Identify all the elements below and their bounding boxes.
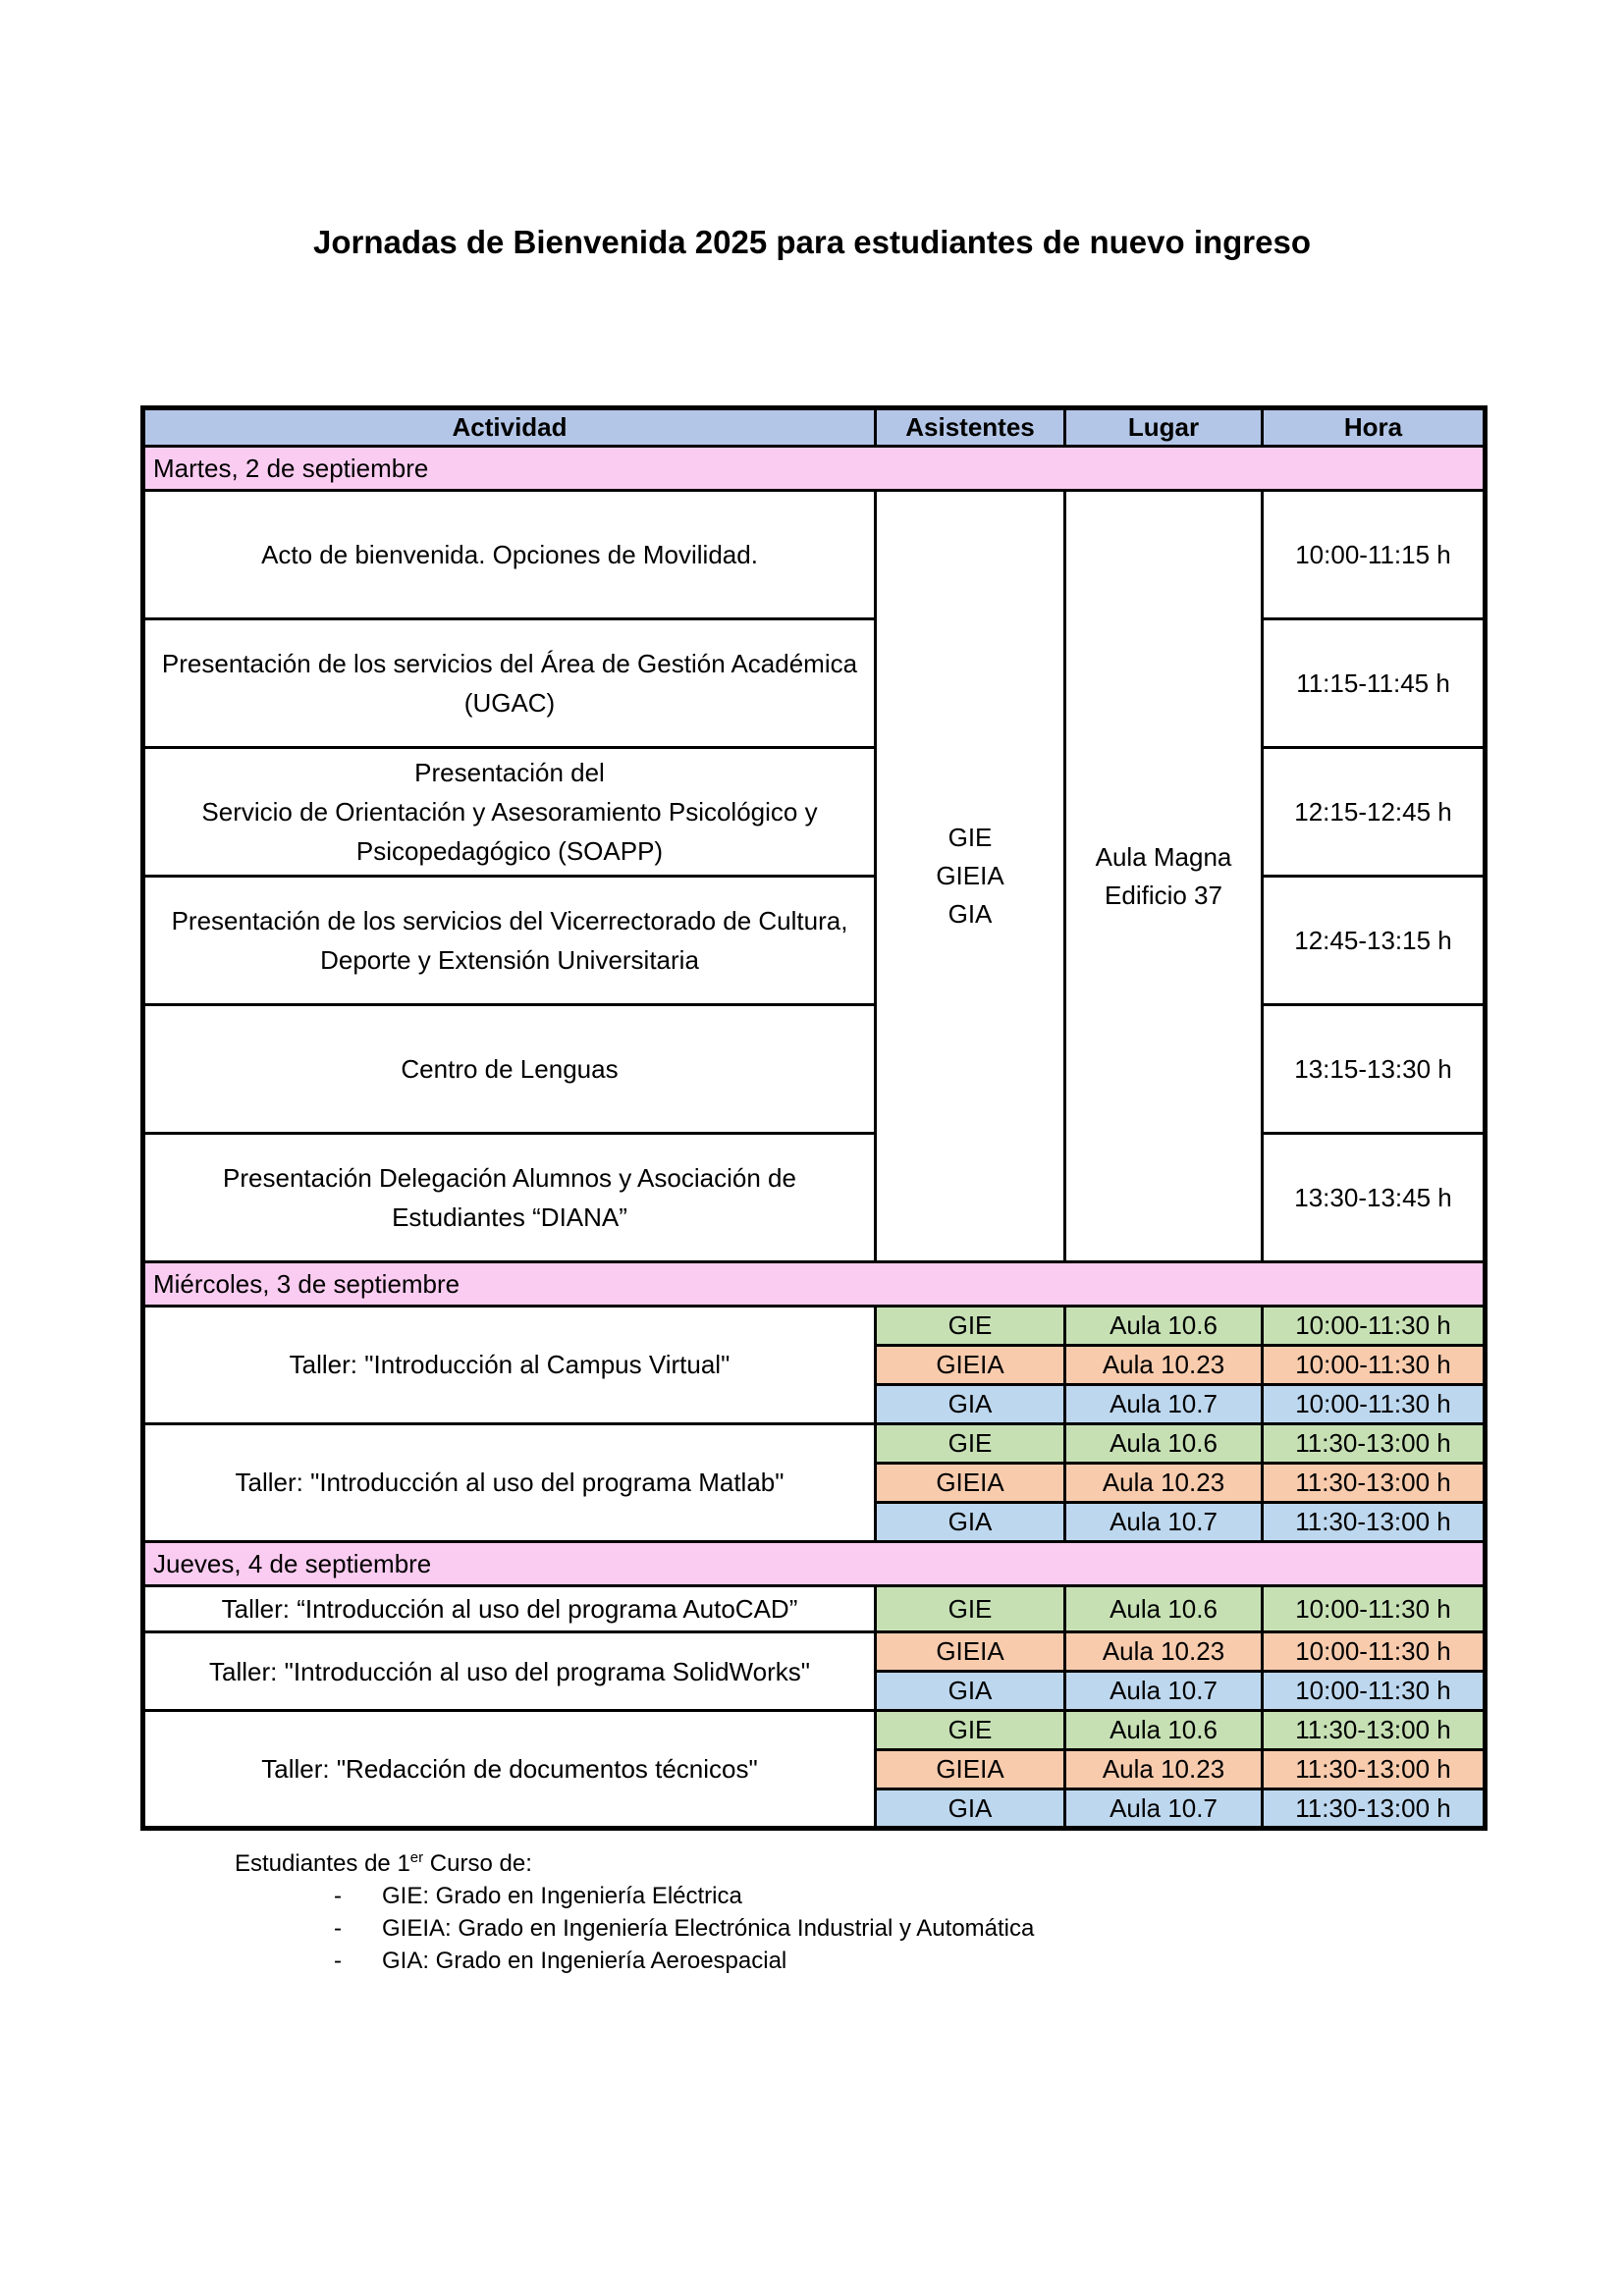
room-cell: Aula 10.7 bbox=[1065, 1789, 1263, 1829]
list-item bbox=[235, 1945, 1034, 1977]
col-header-activity: Actividad bbox=[143, 408, 876, 447]
attendees-line: GIE bbox=[947, 823, 993, 852]
activity-line: Presentación del bbox=[414, 757, 605, 787]
activity-cell: Presentación de los servicios del Área de Gestión Académica (UGAC) bbox=[143, 619, 876, 748]
time-cell: 12:15-12:45 h bbox=[1263, 748, 1486, 877]
time-cell: 10:00-11:30 h bbox=[1263, 1632, 1486, 1672]
group-cell: GIA bbox=[876, 1672, 1065, 1711]
list-item-dash: - bbox=[334, 1883, 342, 1909]
time-cell: 10:00-11:30 h bbox=[1263, 1586, 1486, 1632]
activity-cell: Taller: "Redacción de documentos técnicos" bbox=[143, 1711, 876, 1829]
time-cell: 13:15-13:30 h bbox=[1263, 1005, 1486, 1134]
activity-cell: Presentación de los servicios del Vicerrectorado de Cultura, Deporte y Extensión Universitaria bbox=[143, 877, 876, 1005]
time-cell: 11:30-13:00 h bbox=[1263, 1711, 1486, 1750]
time-cell: 12:45-13:15 h bbox=[1263, 877, 1486, 1005]
table-row bbox=[143, 877, 1486, 1005]
place-line: Aula Magna bbox=[1095, 841, 1232, 872]
room-cell: Aula 10.6 bbox=[1065, 1586, 1263, 1632]
activity-cell: Taller: "Introducción al Campus Virtual" bbox=[143, 1307, 876, 1424]
table-row bbox=[143, 1632, 1486, 1672]
table-row bbox=[143, 1586, 1486, 1632]
group-cell: GIE bbox=[876, 1424, 1065, 1464]
activity-line: Servicio de Orientación y Asesoramiento Psicológico y bbox=[201, 796, 818, 827]
time-cell: 11:30-13:00 h bbox=[1263, 1789, 1486, 1829]
room-cell: Aula 10.23 bbox=[1065, 1464, 1263, 1503]
table-row bbox=[143, 491, 1486, 619]
table-row bbox=[143, 748, 1486, 877]
activity-cell: Taller: "Introducción al uso del programa Matlab" bbox=[143, 1424, 876, 1542]
time-cell: 10:00-11:30 h bbox=[1263, 1307, 1486, 1346]
table-row bbox=[143, 1134, 1486, 1262]
table-row bbox=[143, 1307, 1486, 1346]
time-cell: 10:00-11:15 h bbox=[1263, 491, 1486, 619]
table-row bbox=[143, 1711, 1486, 1750]
legend bbox=[235, 1842, 1034, 1977]
group-cell: GIEIA bbox=[876, 1750, 1065, 1789]
day-header-label: Martes, 2 de septiembre bbox=[143, 447, 1486, 491]
day-header-row-tuesday bbox=[143, 447, 1486, 491]
table-row bbox=[143, 619, 1486, 748]
activity-line: Psicopedagógico (SOAPP) bbox=[355, 836, 664, 867]
page-title: Jornadas de Bienvenida 2025 para estudiantes de nuevo ingreso bbox=[312, 224, 1312, 260]
time-cell: 10:00-11:30 h bbox=[1263, 1346, 1486, 1385]
list-item-dash: - bbox=[334, 1915, 342, 1942]
legend-heading-superscript: er bbox=[409, 1849, 424, 1866]
room-cell: Aula 10.7 bbox=[1065, 1385, 1263, 1424]
room-cell: Aula 10.7 bbox=[1065, 1672, 1263, 1711]
table-row bbox=[143, 1005, 1486, 1134]
day-header-row-thursday bbox=[143, 1542, 1486, 1586]
list-item bbox=[235, 1912, 1034, 1945]
legend-heading-text: Estudiantes de 1 bbox=[235, 1850, 410, 1877]
group-cell: GIA bbox=[876, 1385, 1065, 1424]
legend-heading-text: Curso de: bbox=[423, 1850, 532, 1877]
group-cell: GIE bbox=[876, 1586, 1065, 1632]
time-cell: 11:15-11:45 h bbox=[1263, 619, 1486, 748]
room-cell: Aula 10.6 bbox=[1065, 1424, 1263, 1464]
time-cell: 11:30-13:00 h bbox=[1263, 1750, 1486, 1789]
attendees-line: GIA bbox=[947, 899, 993, 929]
list-item-text: GIEIA: Grado en Ingeniería Electrónica Industrial y Automática bbox=[382, 1915, 1035, 1942]
activity-cell: Taller: "Introducción al uso del programa SolidWorks" bbox=[143, 1632, 876, 1711]
room-cell: Aula 10.6 bbox=[1065, 1711, 1263, 1750]
activity-cell: Taller: “Introducción al uso del programa AutoCAD” bbox=[143, 1586, 876, 1632]
time-cell: 11:30-13:00 h bbox=[1263, 1503, 1486, 1542]
group-cell: GIE bbox=[876, 1307, 1065, 1346]
col-header-attendees: Asistentes bbox=[876, 408, 1065, 447]
group-cell: GIE bbox=[876, 1711, 1065, 1750]
col-header-time: Hora bbox=[1263, 408, 1486, 447]
group-cell: GIEIA bbox=[876, 1464, 1065, 1503]
activity-cell bbox=[143, 748, 876, 877]
group-cell: GIEIA bbox=[876, 1346, 1065, 1385]
day-header-label: Miércoles, 3 de septiembre bbox=[143, 1262, 1486, 1307]
activity-cell: Presentación Delegación Alumnos y Asociación de Estudiantes “DIANA” bbox=[143, 1134, 876, 1262]
time-cell: 10:00-11:30 h bbox=[1263, 1672, 1486, 1711]
room-cell: Aula 10.6 bbox=[1065, 1307, 1263, 1346]
list-item-dash: - bbox=[334, 1948, 342, 1974]
activity-cell: Acto de bienvenida. Opciones de Movilidad. bbox=[143, 491, 876, 619]
group-cell: GIA bbox=[876, 1503, 1065, 1542]
day-header-row-wednesday bbox=[143, 1262, 1486, 1307]
room-cell: Aula 10.23 bbox=[1065, 1632, 1263, 1672]
room-cell: Aula 10.23 bbox=[1065, 1750, 1263, 1789]
attendees-cell bbox=[876, 491, 1065, 1262]
place-line: Edificio 37 bbox=[1105, 880, 1222, 910]
col-header-place: Lugar bbox=[1065, 408, 1263, 447]
group-cell: GIEIA bbox=[876, 1632, 1065, 1672]
activity-cell: Centro de Lenguas bbox=[143, 1005, 876, 1134]
time-cell: 13:30-13:45 h bbox=[1263, 1134, 1486, 1262]
time-cell: 11:30-13:00 h bbox=[1263, 1424, 1486, 1464]
table-row bbox=[143, 1424, 1486, 1464]
place-cell bbox=[1065, 491, 1263, 1262]
time-cell: 11:30-13:00 h bbox=[1263, 1464, 1486, 1503]
time-cell: 10:00-11:30 h bbox=[1263, 1385, 1486, 1424]
legend-heading bbox=[235, 1842, 1034, 1880]
list-item-text: GIA: Grado en Ingeniería Aeroespacial bbox=[382, 1948, 787, 1974]
list-item-text: GIE: Grado en Ingeniería Eléctrica bbox=[382, 1883, 742, 1909]
attendees-line: GIEIA bbox=[936, 861, 1004, 890]
schedule-table bbox=[140, 405, 1488, 1831]
column-header-row bbox=[143, 408, 1486, 447]
room-cell: Aula 10.23 bbox=[1065, 1346, 1263, 1385]
list-item bbox=[235, 1880, 1034, 1912]
group-cell: GIA bbox=[876, 1789, 1065, 1829]
room-cell: Aula 10.7 bbox=[1065, 1503, 1263, 1542]
day-header-label: Jueves, 4 de septiembre bbox=[143, 1542, 1486, 1586]
